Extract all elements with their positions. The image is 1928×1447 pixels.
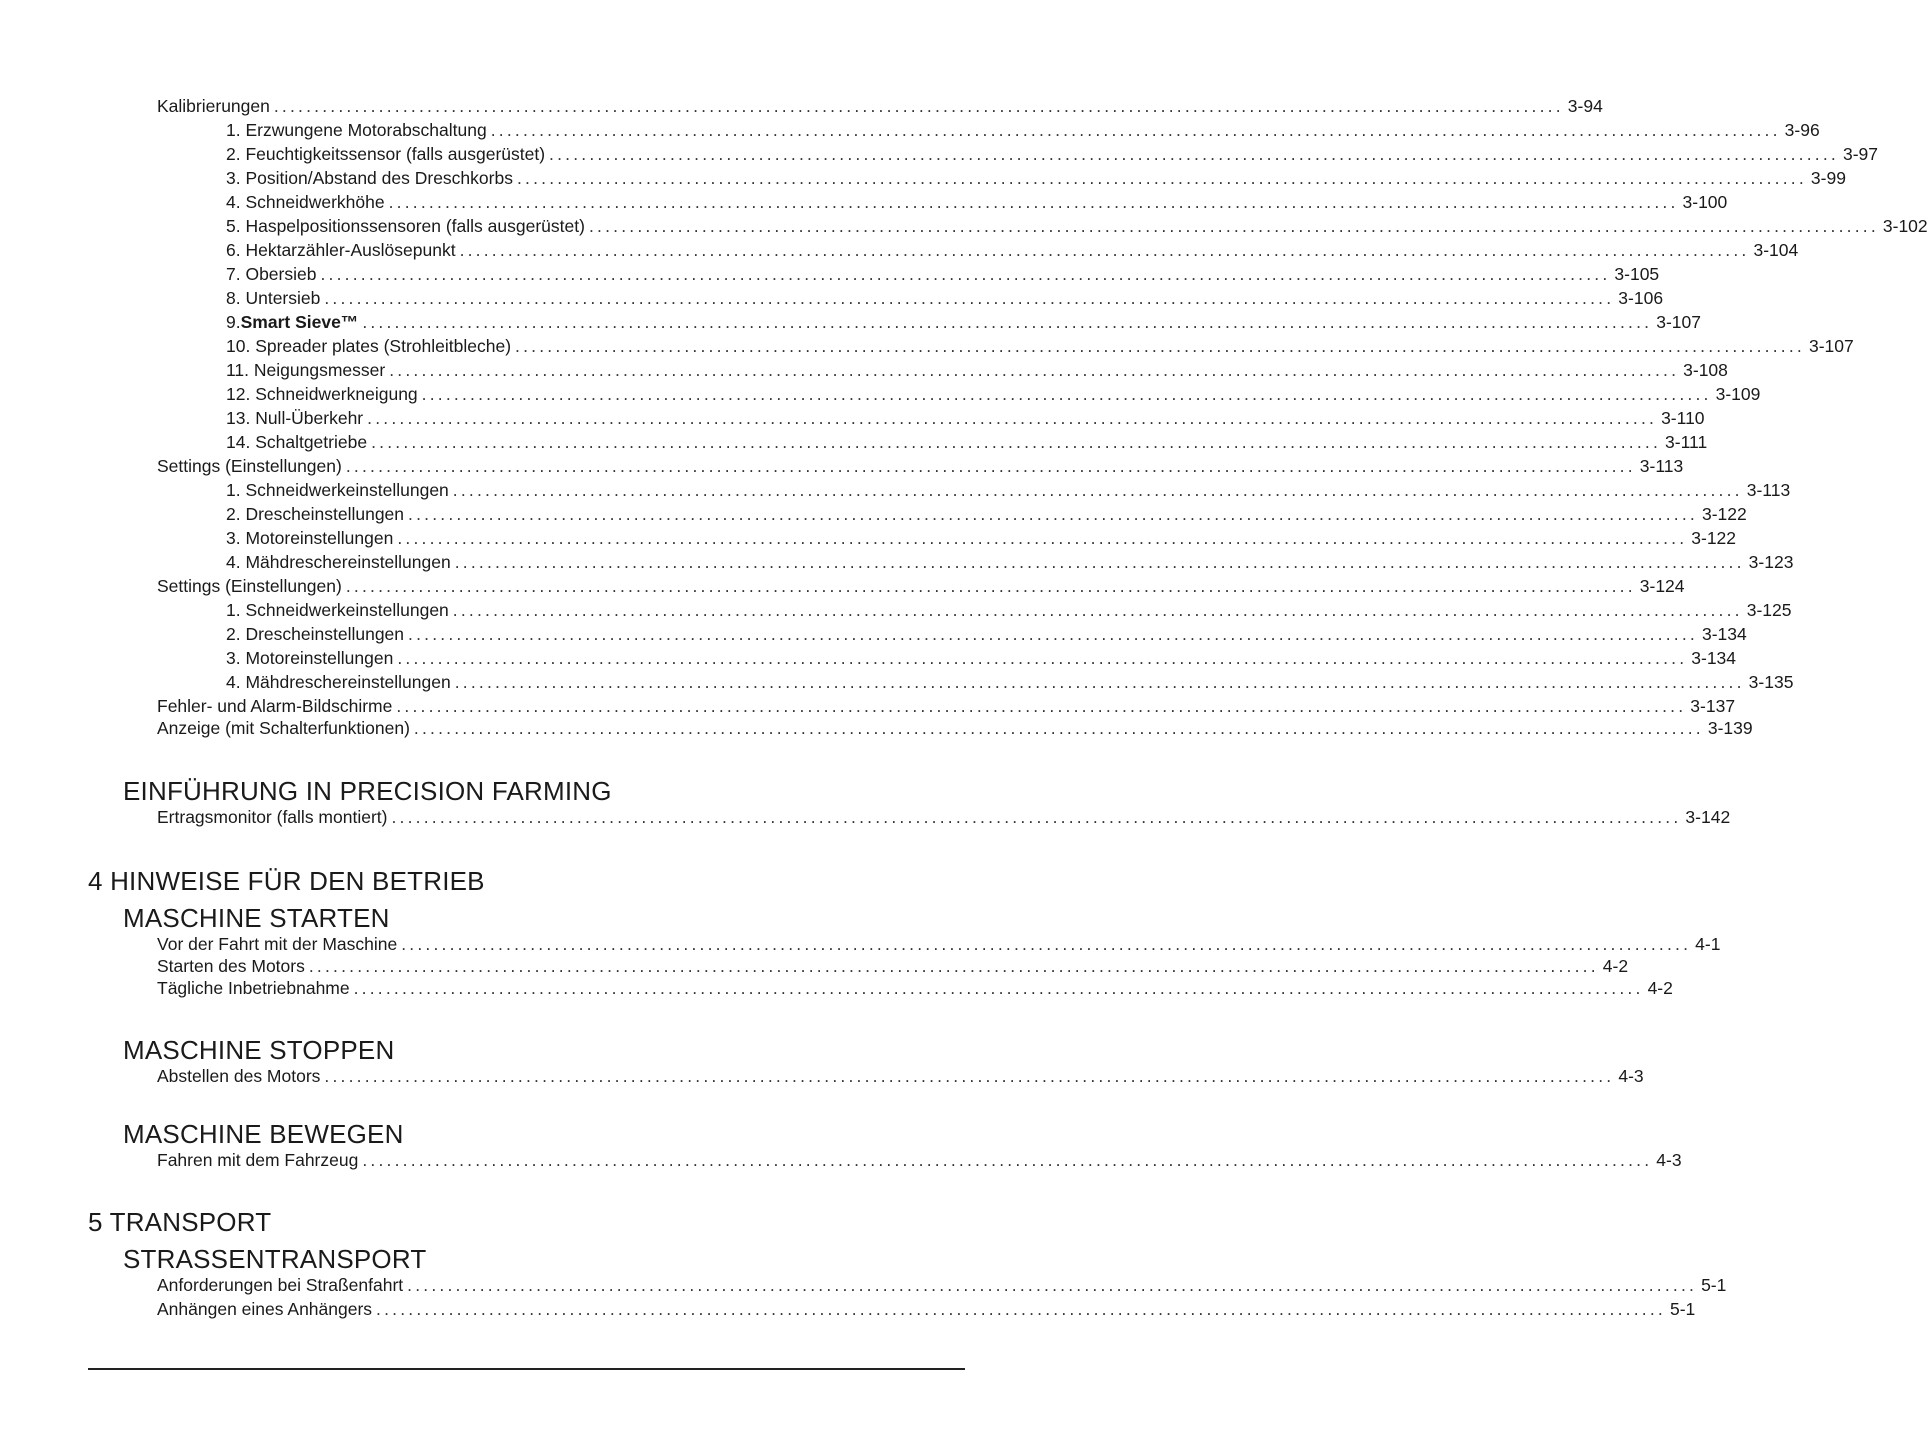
- toc-entry-page: 3-134: [1691, 648, 1737, 668]
- toc-entry[interactable]: [157, 1298, 1696, 1320]
- chapter-heading: 4 HINWEISE FÜR DEN BETRIEB: [88, 866, 485, 896]
- section-heading: MASCHINE STOPPEN: [123, 1035, 395, 1065]
- leader-dots: ................................................................................................................................................................: [454, 552, 1745, 572]
- toc-entry[interactable]: [226, 407, 1705, 429]
- leader-dots: ................................................................................................................................................................: [549, 144, 1839, 164]
- toc-entry-page: 3-94: [1567, 96, 1603, 116]
- toc-entry-page: 3-107: [1656, 312, 1702, 332]
- leader-dots: ................................................................................................................................................................: [324, 1066, 1615, 1086]
- toc-entry-page: 3-139: [1707, 718, 1753, 738]
- leader-dots: ................................................................................................................................................................: [515, 336, 1805, 356]
- toc-entry-page: 3-122: [1691, 528, 1737, 548]
- toc-entry-text: 2. Drescheinstellungen: [226, 624, 405, 644]
- toc-entry-page: 3-97: [1842, 144, 1879, 164]
- toc-entry-page: 3-135: [1748, 672, 1794, 692]
- chapter-heading: 5 TRANSPORT: [88, 1207, 272, 1237]
- toc-entry-page: 4-3: [1656, 1150, 1682, 1170]
- toc-entry-text: 1. Schneidwerkeinstellungen: [226, 600, 449, 620]
- toc-entry[interactable]: [226, 215, 1928, 237]
- leader-dots: ................................................................................................................................................................: [345, 456, 1636, 476]
- leader-dots: ................................................................................................................................................................: [408, 624, 1698, 644]
- toc-entry-page: 4-2: [1602, 956, 1629, 976]
- toc-entry-page: 3-113: [1746, 480, 1791, 500]
- toc-entry-text: Kalibrierungen: [157, 96, 270, 116]
- toc-entry[interactable]: [226, 119, 1820, 141]
- leader-dots: ................................................................................................................................................................: [490, 120, 1781, 140]
- toc-entry-page: 4-3: [1618, 1066, 1644, 1086]
- toc-entry-text: 2. Feuchtigkeitssensor (falls ausgerüstet): [226, 144, 546, 164]
- toc-entry-page: 3-125: [1746, 600, 1792, 620]
- leader-dots: ................................................................................................................................................................: [454, 672, 1745, 692]
- toc-entry-text: Settings (Einstellungen): [157, 456, 342, 476]
- toc-entry-text: 7. Obersieb: [226, 264, 317, 284]
- toc-entry-text: Starten des Motors: [157, 956, 305, 976]
- toc-entry-text: Settings (Einstellungen): [157, 576, 342, 596]
- leader-dots: ................................................................................................................................................................: [588, 216, 1879, 236]
- toc-entry[interactable]: [226, 623, 1747, 645]
- toc-entry-page: 3-96: [1784, 120, 1820, 140]
- toc-entry-text: Abstellen des Motors: [157, 1066, 321, 1086]
- toc-entry[interactable]: [226, 383, 1761, 405]
- toc-entry-page: 3-104: [1753, 240, 1799, 260]
- leader-dots: ................................................................................................................................................................: [389, 360, 1680, 380]
- leader-dots: ................................................................................................................................................................: [320, 264, 1611, 284]
- toc-entry[interactable]: [157, 806, 1731, 828]
- toc-entry-page: 3-108: [1683, 360, 1728, 380]
- leader-dots: ................................................................................................................................................................: [452, 600, 1743, 620]
- toc-entry-page: 4-2: [1647, 978, 1673, 998]
- toc-entry[interactable]: [226, 359, 1728, 381]
- toc-entry-page: 3-110: [1661, 408, 1705, 428]
- toc-entry-text: 4. Mähdreschereinstellungen: [226, 552, 451, 572]
- toc-entry-text: Anhängen eines Anhängers: [157, 1299, 373, 1319]
- toc-entry[interactable]: [157, 575, 1685, 597]
- toc-entry-page: 3-134: [1701, 624, 1747, 644]
- leader-dots: ................................................................................................................................................................: [308, 956, 1599, 976]
- leader-dots: ................................................................................................................................................................: [408, 504, 1698, 524]
- toc-entry-page: 3-122: [1701, 504, 1747, 524]
- toc-entry-text: Tägliche Inbetriebnahme: [157, 978, 350, 998]
- leader-dots: ................................................................................................................................................................: [388, 192, 1679, 212]
- toc-entry-page: 4-1: [1695, 934, 1721, 954]
- leader-dots: ................................................................................................................................................................: [362, 312, 1653, 332]
- toc-entry[interactable]: [157, 1149, 1682, 1171]
- toc-entry[interactable]: [226, 431, 1708, 453]
- toc-entry-text: 5. Haspelpositionssensoren (falls ausgerüstet): [226, 216, 585, 236]
- toc-entry-page: 3-109: [1715, 384, 1761, 404]
- toc-entry[interactable]: [226, 599, 1792, 621]
- toc-entry-text: 3. Motoreinstellungen: [226, 648, 394, 668]
- toc-entry-text: 10. Spreader plates (Strohleitbleche): [226, 336, 512, 356]
- footer-divider: [88, 1368, 965, 1370]
- toc-entry[interactable]: [157, 1065, 1644, 1087]
- leader-dots: ................................................................................................................................................................: [391, 807, 1682, 827]
- leader-dots: ................................................................................................................................................................: [516, 168, 1807, 188]
- toc-entry[interactable]: [226, 311, 1702, 333]
- toc-entry[interactable]: [226, 671, 1794, 693]
- toc-entry-page: 3-113: [1639, 456, 1684, 476]
- leader-dots: ................................................................................................................................................................: [413, 718, 1704, 738]
- toc-entry[interactable]: [157, 977, 1673, 999]
- toc-entry-page: 3-105: [1614, 264, 1660, 284]
- toc-entry[interactable]: [226, 551, 1794, 573]
- leader-dots: ................................................................................................................................................................: [371, 432, 1662, 452]
- toc-entry-text: Ertragsmonitor (falls montiert): [157, 807, 388, 827]
- toc-entry-text: Fahren mit dem Fahrzeug: [157, 1150, 359, 1170]
- leader-dots: ................................................................................................................................................................: [397, 528, 1688, 548]
- section-heading: MASCHINE STARTEN: [123, 903, 390, 933]
- toc-entry-text: Anzeige (mit Schalterfunktionen): [157, 718, 410, 738]
- toc-entry-text: 4. Schneidwerkhöhe: [226, 192, 385, 212]
- toc-entry[interactable]: [157, 95, 1603, 117]
- toc-entry-page: 3-99: [1810, 168, 1846, 188]
- leader-dots: ................................................................................................................................................................: [401, 934, 1692, 954]
- toc-entry[interactable]: [226, 479, 1791, 501]
- toc-entry[interactable]: [226, 191, 1728, 213]
- leader-dots: ................................................................................................................................................................: [376, 1299, 1666, 1319]
- leader-dots: ................................................................................................................................................................: [273, 96, 1564, 116]
- leader-dots: ................................................................................................................................................................: [459, 240, 1750, 260]
- toc-entry-page: 3-100: [1682, 192, 1728, 212]
- toc-entry-text: 1. Schneidwerkeinstellungen: [226, 480, 449, 500]
- toc-entry[interactable]: [226, 287, 1664, 309]
- toc-entry-text: Anforderungen bei Straßenfahrt: [157, 1275, 404, 1295]
- toc-entry[interactable]: [226, 239, 1799, 261]
- toc-entry[interactable]: [157, 1274, 1727, 1296]
- toc-entry-text: 14. Schaltgetriebe: [226, 432, 368, 452]
- toc-entry[interactable]: [157, 695, 1736, 717]
- toc-entry-text: 3. Position/Abstand des Dreschkorbs: [226, 168, 513, 188]
- toc-entry[interactable]: [157, 717, 1753, 739]
- toc-entry-page: 5-1: [1669, 1299, 1696, 1319]
- toc-entry-text: 13. Null-Überkehr: [226, 408, 364, 428]
- toc-entry-text: Fehler- und Alarm-Bildschirme: [157, 696, 393, 716]
- toc-entry[interactable]: [226, 647, 1737, 669]
- toc-entry-bold-text: Smart Sieve™: [240, 312, 359, 332]
- leader-dots: ................................................................................................................................................................: [353, 978, 1644, 998]
- toc-entry-page: 3-123: [1748, 552, 1794, 572]
- toc-entry-page: 3-142: [1685, 807, 1731, 827]
- toc-entry-text: 2. Drescheinstellungen: [226, 504, 405, 524]
- toc-entry-page: 3-111: [1665, 432, 1708, 452]
- toc-entry-number: 9.: [226, 312, 241, 332]
- toc-entry[interactable]: [226, 335, 1854, 357]
- leader-dots: ................................................................................................................................................................: [345, 576, 1636, 596]
- leader-dots: ................................................................................................................................................................: [396, 696, 1687, 716]
- section-heading: EINFÜHRUNG IN PRECISION FARMING: [123, 776, 612, 806]
- leader-dots: ................................................................................................................................................................: [421, 384, 1712, 404]
- leader-dots: ................................................................................................................................................................: [397, 648, 1688, 668]
- toc-entry-text: 8. Untersieb: [226, 288, 321, 308]
- toc-entry-text: 1. Erzwungene Motorabschaltung: [226, 120, 487, 140]
- section-heading: STRASSENTRANSPORT: [123, 1244, 427, 1274]
- toc-entry-text: 6. Hektarzähler-Auslösepunkt: [226, 240, 456, 260]
- leader-dots: ................................................................................................................................................................: [407, 1275, 1698, 1295]
- toc-entry-text: Vor der Fahrt mit der Maschine: [157, 934, 398, 954]
- toc-entry[interactable]: [157, 955, 1629, 977]
- toc-entry[interactable]: [226, 503, 1747, 525]
- toc-entry-page: 3-107: [1808, 336, 1854, 356]
- toc-entry-page: 3-106: [1618, 288, 1664, 308]
- toc-entry-text: [226, 311, 358, 333]
- leader-dots: ................................................................................................................................................................: [362, 1150, 1653, 1170]
- leader-dots: ................................................................................................................................................................: [367, 408, 1658, 428]
- toc-entry-page: 3-137: [1690, 696, 1736, 716]
- toc-entry[interactable]: [157, 933, 1721, 955]
- toc-entry[interactable]: [226, 143, 1879, 165]
- toc-entry-text: 4. Mähdreschereinstellungen: [226, 672, 451, 692]
- toc-entry[interactable]: [157, 455, 1684, 477]
- toc-entry-text: 3. Motoreinstellungen: [226, 528, 394, 548]
- toc-entry-text: 11. Neigungsmesser: [226, 360, 386, 380]
- toc-entry[interactable]: [226, 527, 1737, 549]
- toc-entry-page: 3-102: [1882, 216, 1928, 236]
- leader-dots: ................................................................................................................................................................: [452, 480, 1743, 500]
- leader-dots: ................................................................................................................................................................: [324, 288, 1615, 308]
- toc-entry-text: 12. Schneidwerkneigung: [226, 384, 418, 404]
- section-heading: MASCHINE BEWEGEN: [123, 1119, 404, 1149]
- toc-entry-page: 3-124: [1639, 576, 1685, 596]
- toc-entry[interactable]: [226, 263, 1660, 285]
- toc-entry[interactable]: [226, 167, 1846, 189]
- toc-entry-page: 5-1: [1701, 1275, 1727, 1295]
